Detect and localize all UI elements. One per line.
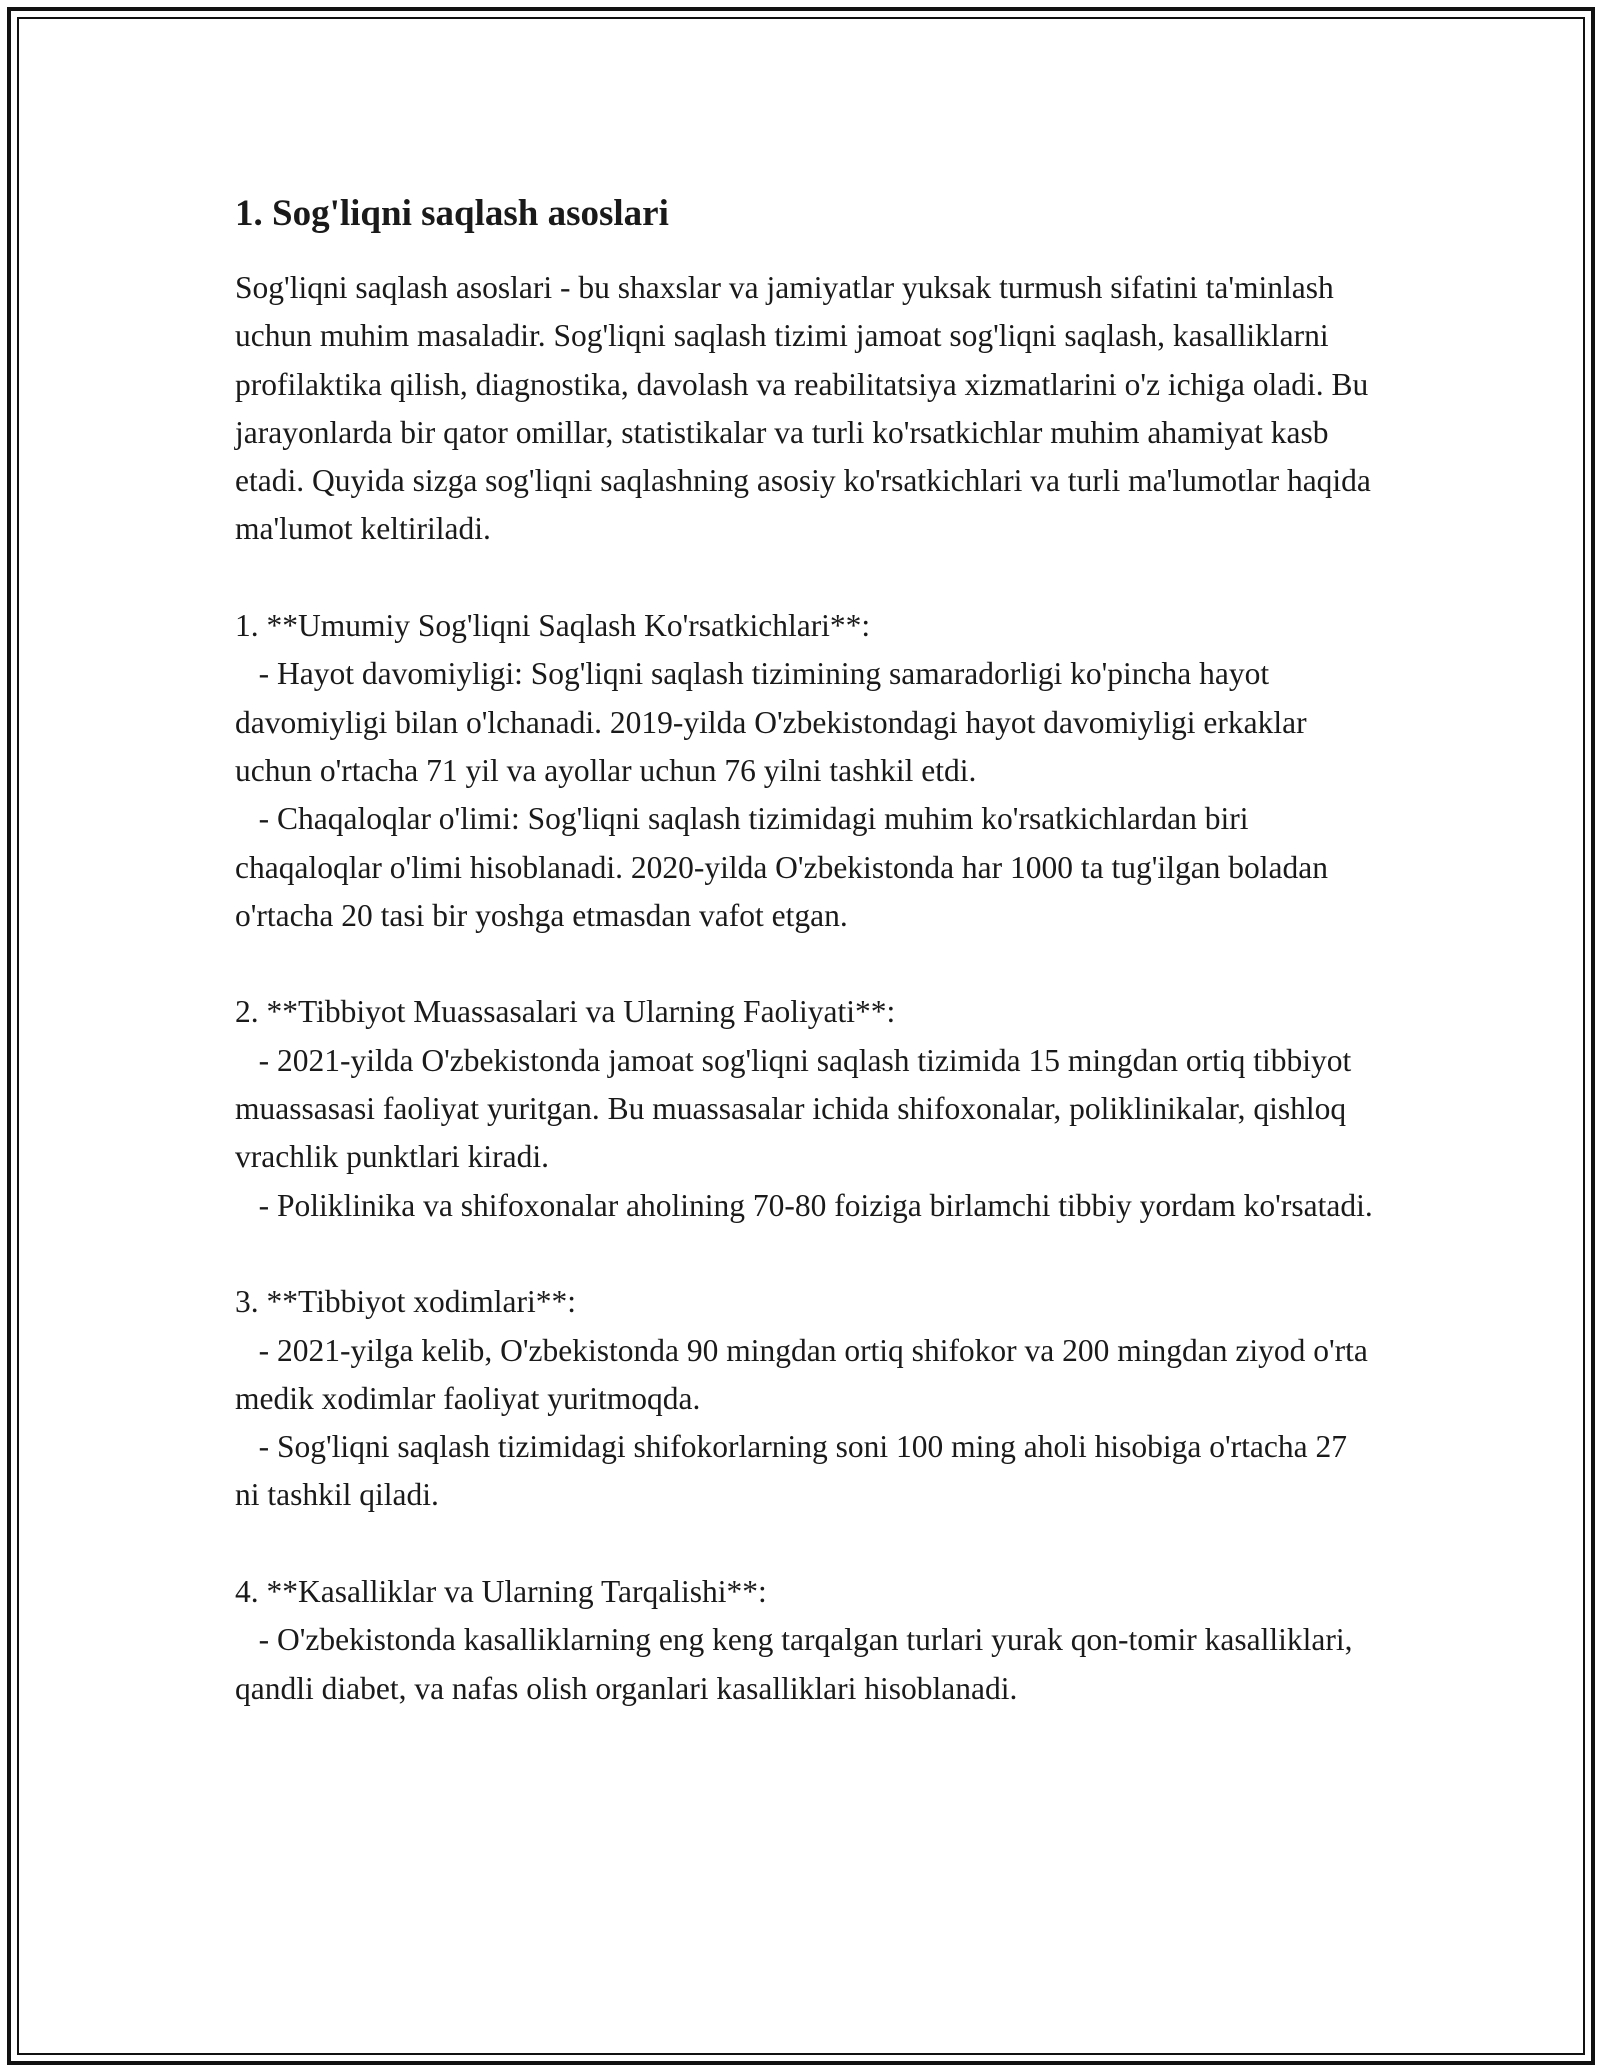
intro-paragraph: Sog'liqni saqlash asoslari - bu shaxslar va jamiyatlar yuksak turmush sifatini ta'minlash uchun muhim masaladir. Sog'liqni saqlash tizimi jamoat sog'liqni saqlash, kasalliklarni profilaktika qilish, diagnostika, davolash va reabilitatsiya xizmatlarini o'z ichiga oladi. Bu jarayonlarda bir qator omillar, statistikalar va turli ko'rsatkichlar muhim ahamiyat kasb etadi. Quyida sizga sog'liqni saqlashning asosiy ko'rsatkichlari va turli ma'lumotlar haqida ma'lumot keltiriladi. (235, 270, 1371, 547)
section-4 (235, 1568, 1375, 1713)
section-2 (235, 988, 1375, 1229)
section-1 (235, 602, 1375, 940)
list-item: - Hayot davomiyligi: Sog'liqni saqlash tizimining samaradorligi ko'pincha hayot davomiyligi bilan o'lchanadi. 2019-yilda O'zbekistondagi hayot davomiyligi erkaklar uchun o'rtacha 71 yil va ayollar uchun 76 yilni tashkil etdi. (235, 656, 1307, 788)
list-item: - Poliklinika va shifoxonalar aholining 70-80 foiziga birlamchi tibbiy yordam ko'rsatadi. (258, 1187, 1373, 1223)
section-title: 1. **Umumiy Sog'liqni Saqlash Ko'rsatkichlari**: (235, 608, 871, 644)
list-item: - O'zbekistonda kasalliklarning eng keng tarqalgan turlari yurak qon-tomir kasalliklari, qandli diabet, va nafas olish organlari kasalliklari hisoblanadi. (235, 1622, 1353, 1706)
list-item: - Chaqaloqlar o'limi: Sog'liqni saqlash tizimidagi muhim ko'rsatkichlardan biri chaqaloqlar o'limi hisoblanadi. 2020-yilda O'zbekistonda har 1000 ta tug'ilgan boladan o'rtacha 20 tasi bir yoshga etmasdan vafot etgan. (235, 801, 1329, 933)
document-content (235, 190, 1375, 1713)
page-title: 1. Sog'liqni saqlash asoslari (235, 193, 669, 234)
section-title: 2. **Tibbiyot Muassasalari va Ularning Faoliyati**: (235, 994, 896, 1030)
section-title: 4. **Kasalliklar va Ularning Tarqalishi**: (235, 1574, 767, 1610)
list-item: - Sog'liqni saqlash tizimidagi shifokorlarning soni 100 ming aholi hisobiga o'rtacha 27 ni tashkil qiladi. (235, 1429, 1347, 1513)
section-title: 3. **Tibbiyot xodimlari**: (235, 1284, 576, 1320)
section-3 (235, 1278, 1375, 1519)
list-item: - 2021-yilga kelib, O'zbekistonda 90 mingdan ortiq shifokor va 200 mingdan ziyod o'rta medik xodimlar faoliyat yuritmoqda. (235, 1332, 1368, 1416)
list-item: - 2021-yilda O'zbekistonda jamoat sog'liqni saqlash tizimida 15 mingdan ortiq tibbiyot muassasasi faoliyat yuritgan. Bu muassasalar ichida shifoxonalar, poliklinikalar, qishloq vrachlik punktlari kiradi. (235, 1042, 1352, 1175)
